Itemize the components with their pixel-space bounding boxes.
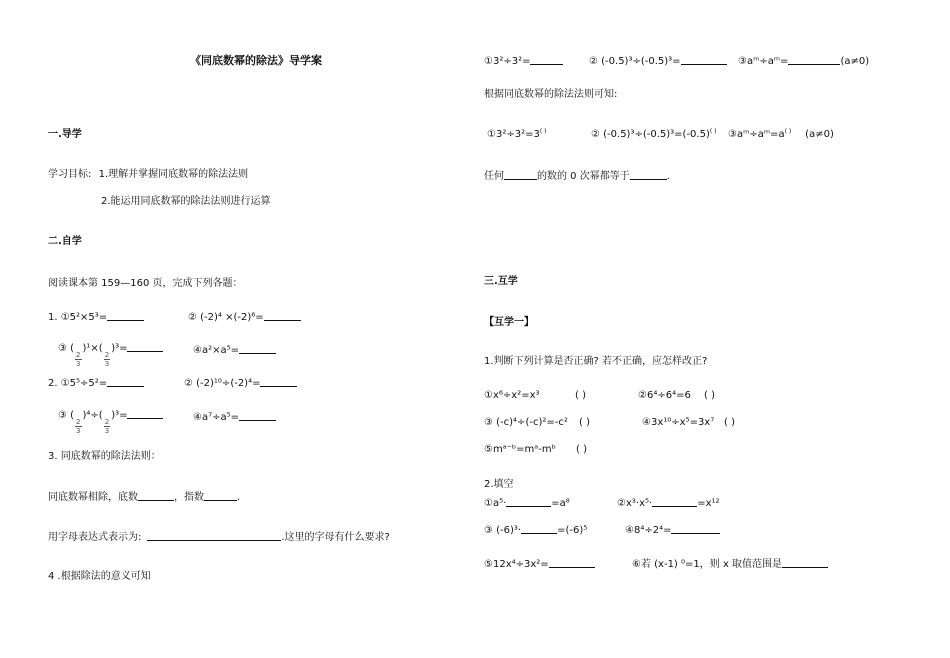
learning-goal-1 xyxy=(48,169,248,181)
q4-heading: 4 .根据除法的意义可知 xyxy=(48,571,151,582)
fraction-denominator: 3 xyxy=(104,360,110,368)
exponent-blank[interactable]: ( ) xyxy=(709,128,717,135)
q1-item-1-text: 1. ①5²×5³= xyxy=(48,312,108,323)
r1-item-2 xyxy=(589,55,727,68)
judge-item-3 xyxy=(484,417,590,429)
r1-item-1 xyxy=(484,55,563,68)
zero-power-mid: 的数的 0 次幂都等于 xyxy=(537,171,630,182)
fraction xyxy=(75,418,81,435)
answer-blank[interactable] xyxy=(652,497,697,507)
answer-blank[interactable] xyxy=(138,491,174,501)
answer-blank[interactable] xyxy=(549,558,595,568)
fill-item-1-text: ①a⁵· xyxy=(484,498,507,509)
judge-item-2 xyxy=(638,390,715,402)
answer-blank[interactable] xyxy=(127,342,163,352)
fill-item-2-text: ②x³·x⁵· xyxy=(617,498,653,509)
judge-answer-paren[interactable]: ( ) xyxy=(724,417,735,428)
q2-item-1 xyxy=(48,377,144,390)
q2-item-4 xyxy=(193,411,276,424)
fill-item-6-text: ⑥若 (x-1) ⁰=1，则 x 取值范围是 xyxy=(632,559,783,570)
judge-item-4 xyxy=(642,417,735,429)
r2-item-2 xyxy=(591,129,716,141)
answer-blank[interactable] xyxy=(671,524,720,534)
letter-expression-question xyxy=(48,531,390,544)
judge-item-3-text: ③ (-c)⁴÷(-c)²=-c² xyxy=(484,417,568,428)
q1-item-3 xyxy=(58,342,163,368)
judge-item-5-text: ⑤mᵃ⁻ᵇ=mᵃ-mᵇ xyxy=(484,444,556,455)
r2-item-3-text: ③aᵐ÷aᵐ=a xyxy=(728,129,785,140)
q2-item-2-text: ② (-2)¹⁰÷(-2)⁴= xyxy=(184,378,261,389)
answer-blank[interactable] xyxy=(521,524,557,534)
q2-item-3-mid: )⁴÷( xyxy=(82,410,103,421)
judge-item-4-text: ④3x¹⁰÷x⁵=3x⁷ xyxy=(642,417,715,428)
fraction-denominator: 3 xyxy=(76,427,81,435)
fill-question: 2.填空 xyxy=(484,479,514,490)
section-heading-mutual-study: 三.互学 xyxy=(484,276,518,287)
judge-item-1 xyxy=(484,390,586,402)
rule-prefix: 同底数幂相除，底数 xyxy=(48,492,138,503)
answer-blank[interactable] xyxy=(506,497,551,507)
r2-item-1 xyxy=(487,129,546,141)
answer-blank[interactable] xyxy=(788,55,840,65)
zero-power-statement xyxy=(484,170,670,183)
r2-item-1-text: ①3²÷3²=3 xyxy=(487,129,540,140)
exponent-blank[interactable]: ( ) xyxy=(784,128,792,135)
fraction-denominator: 3 xyxy=(76,360,81,368)
r2-item-3-tail: (a≠0) xyxy=(805,129,834,140)
fraction xyxy=(104,351,110,368)
fill-item-2 xyxy=(617,497,720,510)
r1-item-3-tail: (a≠0) xyxy=(840,56,870,67)
fraction xyxy=(75,351,81,368)
answer-blank[interactable] xyxy=(681,55,727,65)
judge-answer-paren[interactable]: ( ) xyxy=(579,417,590,428)
q2-item-3-prefix: ③ ( xyxy=(58,410,75,421)
answer-blank[interactable] xyxy=(630,170,667,180)
q1-item-4-text: ④a²×a⁵= xyxy=(193,345,239,356)
q1-item-4 xyxy=(193,344,276,357)
answer-blank[interactable] xyxy=(147,531,281,541)
judge-answer-paren[interactable]: ( ) xyxy=(576,444,587,455)
fill-item-6 xyxy=(632,558,828,571)
answer-blank[interactable] xyxy=(107,377,144,387)
answer-blank[interactable] xyxy=(504,170,537,180)
derive-statement: 根据同底数幂的除法法则可知: xyxy=(484,89,618,100)
q1-item-3-mid: )¹×( xyxy=(82,343,103,354)
r1-item-3-text: ③aᵐ÷aᵐ= xyxy=(738,56,789,67)
zero-power-end: . xyxy=(666,171,670,182)
fraction-numerator: 2 xyxy=(104,351,110,359)
fraction xyxy=(104,418,110,435)
fill-item-2-end: =x¹² xyxy=(697,498,720,509)
fill-item-5-text: ⑤12x⁴÷3x²= xyxy=(484,559,549,570)
r1-item-3 xyxy=(738,55,869,68)
answer-blank[interactable] xyxy=(264,311,301,321)
judge-question: 1.判断下列计算是否正确? 若不正确，应怎样改正? xyxy=(484,356,708,367)
q2-item-1-text: 2. ①5⁵÷5²= xyxy=(48,378,108,389)
r2-item-2-text: ② (-0.5)³÷(-0.5)³=(-0.5) xyxy=(591,129,710,140)
rule-mid: ，指数 xyxy=(174,492,204,503)
goal-label: 学习目标: xyxy=(48,169,92,180)
q2-item-3 xyxy=(58,409,163,435)
q2-item-4-text: ④a⁷÷a⁵= xyxy=(193,412,239,423)
fill-item-4 xyxy=(625,524,720,537)
q2-item-2 xyxy=(184,377,297,390)
q1-item-3-prefix: ③ ( xyxy=(58,343,75,354)
q3-heading: 3. 同底数幂的除法法则： xyxy=(48,451,161,462)
fraction-numerator: 2 xyxy=(104,418,110,426)
fill-item-3-end: =(-6)⁵ xyxy=(557,525,588,536)
q1-item-2 xyxy=(188,311,301,324)
page-title: 《同底数幂的除法》导学案 xyxy=(190,54,322,67)
learning-goal-2: 2.能运用同底数幂的除法法则进行运算 xyxy=(101,196,271,207)
q2-item-3-suffix: )³= xyxy=(111,410,128,421)
answer-blank[interactable] xyxy=(204,491,237,501)
rule-end: . xyxy=(237,492,241,503)
fill-item-4-text: ④8⁴÷2⁴= xyxy=(625,525,672,536)
q1-item-3-suffix: )³= xyxy=(111,343,128,354)
judge-item-1-text: ①x⁶÷x²=x³ xyxy=(484,390,540,401)
q1-item-1 xyxy=(48,311,144,324)
q1-item-2-text: ② (-2)⁴ ×(-2)⁶= xyxy=(188,312,264,323)
fraction-numerator: 2 xyxy=(76,418,81,426)
fill-item-1-end: =a⁸ xyxy=(551,498,570,509)
judge-item-2-text: ②6⁴÷6⁴=6 xyxy=(638,390,691,401)
fill-item-3-text: ③ (-6)³· xyxy=(484,525,522,536)
fill-item-5 xyxy=(484,558,595,571)
expression-prefix: 用字母表达式表示为: xyxy=(48,532,142,543)
fill-item-1 xyxy=(484,497,570,510)
answer-blank[interactable] xyxy=(127,409,163,419)
answer-blank[interactable] xyxy=(260,377,297,387)
reading-task: 阅读课本第 159—160 页，完成下列各题： xyxy=(48,278,243,289)
r1-item-1-text: ①3²÷3²= xyxy=(484,56,531,67)
group-heading-mutual-1: 【互学一】 xyxy=(484,317,534,328)
zero-power-prefix: 任何 xyxy=(484,171,504,182)
judge-answer-paren[interactable]: ( ) xyxy=(704,390,715,401)
answer-blank[interactable] xyxy=(530,55,563,65)
exponent-blank[interactable]: ( ) xyxy=(539,128,547,135)
expression-suffix: .这里的字母有什么要求? xyxy=(281,532,390,543)
answer-blank[interactable] xyxy=(239,411,276,421)
fraction-numerator: 2 xyxy=(76,351,81,359)
fill-item-3 xyxy=(484,524,587,537)
section-heading-guide: 一.导学 xyxy=(48,129,82,140)
section-heading-self-study: 二.自学 xyxy=(48,236,82,247)
r1-item-2-text: ② (-0.5)³÷(-0.5)³= xyxy=(589,56,681,67)
judge-answer-paren[interactable]: ( ) xyxy=(575,390,586,401)
goal-1-text: 1.理解并掌握同底数幂的除法法则 xyxy=(98,169,249,180)
r2-item-3 xyxy=(728,129,834,141)
answer-blank[interactable] xyxy=(107,311,144,321)
answer-blank[interactable] xyxy=(782,558,828,568)
fraction-denominator: 3 xyxy=(104,427,110,435)
answer-blank[interactable] xyxy=(239,344,276,354)
division-rule-statement xyxy=(48,491,240,504)
judge-item-5 xyxy=(484,444,587,456)
